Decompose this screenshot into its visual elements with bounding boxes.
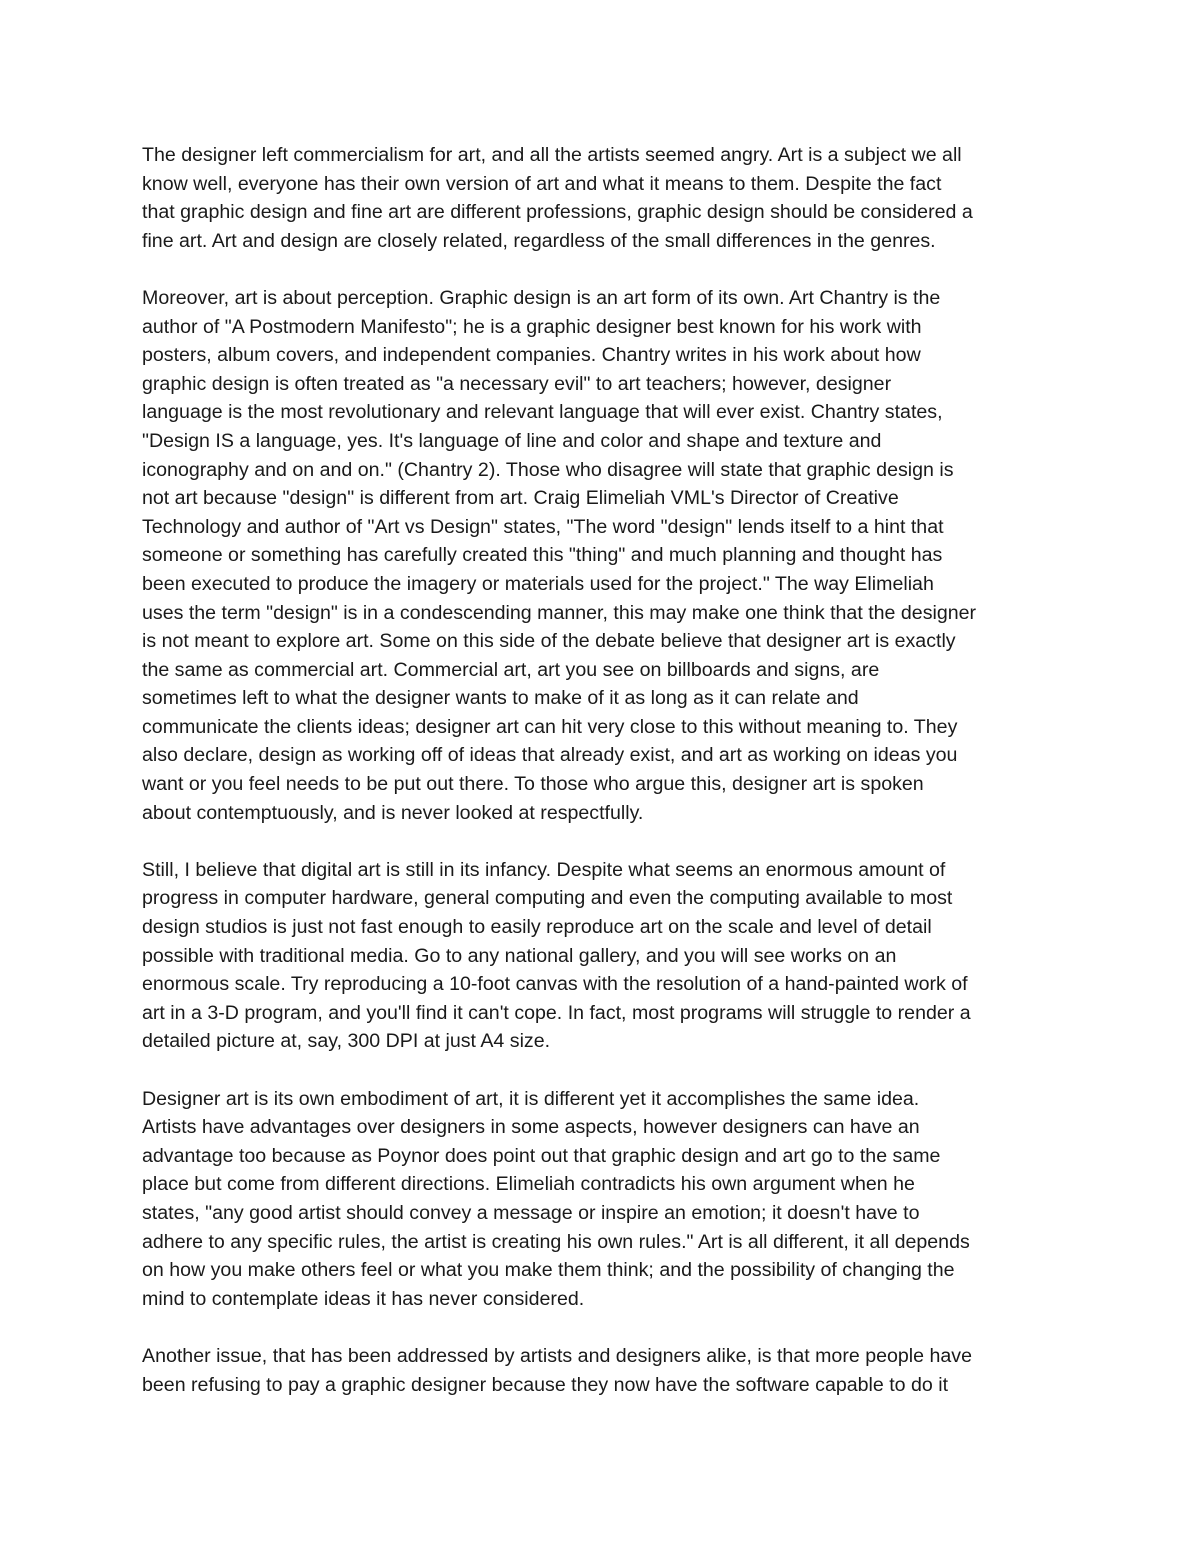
text-line: author of "A Postmodern Manifesto"; he is a graphic designer best known for his work with bbox=[142, 315, 922, 338]
paragraph-intro bbox=[142, 141, 1072, 255]
text-line: Technology and author of "Art vs Design" states, "The word "design" lends itself to a hint that bbox=[142, 515, 944, 538]
text-line: about contemptuously, and is never looked at respectfully. bbox=[142, 801, 644, 824]
text-line: been refusing to pay a graphic designer because they now have the software capable to do it bbox=[142, 1373, 949, 1396]
text-line: design studios is just not fast enough to easily reproduce art on the scale and level of detail bbox=[142, 916, 932, 939]
text-line: know well, everyone has their own version of art and what it means to them. Despite the fact bbox=[142, 172, 942, 195]
document-body bbox=[142, 141, 1072, 1428]
text-line: not art because "design" is different from art. Craig Elimeliah VML's Director of Creative bbox=[142, 487, 899, 510]
text-line: is not meant to explore art. Some on this side of the debate believe that designer art is exactly bbox=[142, 630, 956, 653]
text-line: detailed picture at, say, 300 DPI at just A4 size. bbox=[142, 1030, 551, 1053]
text-line: "Design IS a language, yes. It's language of line and color and shape and texture and bbox=[142, 429, 882, 452]
text-line: uses the term "design" is in a condescending manner, this may make one think that the designer bbox=[142, 601, 977, 624]
text-line: Still, I believe that digital art is still in its infancy. Despite what seems an enormous amount of bbox=[142, 858, 946, 881]
text-line: enormous scale. Try reproducing a 10-foot canvas with the resolution of a hand-painted work of bbox=[142, 973, 968, 996]
paragraph-designer-art bbox=[142, 1085, 1072, 1314]
text-line: language is the most revolutionary and relevant language that will ever exist. Chantry states, bbox=[142, 401, 943, 424]
text-line: Designer art is its own embodiment of art, it is different yet it accomplishes the same idea. bbox=[142, 1087, 920, 1110]
text-line: The designer left commercialism for art, and all the artists seemed angry. Art is a subject we all bbox=[142, 144, 962, 166]
text-line: art in a 3-D program, and you'll find it can't cope. In fact, most programs will struggle to render a bbox=[142, 1001, 971, 1024]
text-line: mind to contemplate ideas it has never considered. bbox=[142, 1287, 585, 1310]
text-line: Moreover, art is about perception. Graphic design is an art form of its own. Art Chantry is the bbox=[142, 286, 941, 309]
text-line: Another issue, that has been addressed by artists and designers alike, is that more people have bbox=[142, 1344, 972, 1367]
text-line: advantage too because as Poynor does point out that graphic design and art go to the same bbox=[142, 1144, 941, 1167]
text-line: the same as commercial art. Commercial art, art you see on billboards and signs, are bbox=[142, 658, 880, 681]
text-line: graphic design is often treated as "a necessary evil" to art teachers; however, designer bbox=[142, 372, 892, 395]
text-line: someone or something has carefully created this "thing" and much planning and thought has bbox=[142, 544, 943, 567]
text-line: possible with traditional media. Go to any national gallery, and you will see works on an bbox=[142, 944, 897, 967]
text-line: posters, album covers, and independent companies. Chantry writes in his work about how bbox=[142, 344, 921, 367]
text-line: that graphic design and fine art are different professions, graphic design should be considered a bbox=[142, 201, 973, 224]
text-line: place but come from different directions. Elimeliah contradicts his own argument when he bbox=[142, 1173, 915, 1196]
text-line: also declare, design as working off of ideas that already exist, and art as working on ideas you bbox=[142, 744, 958, 767]
text-line: Artists have advantages over designers in some aspects, however designers can have an bbox=[142, 1116, 920, 1139]
text-line: fine art. Art and design are closely related, regardless of the small differences in the genres. bbox=[142, 229, 936, 252]
text-line: adhere to any specific rules, the artist is creating his own rules." Art is all different, it all depends bbox=[142, 1230, 970, 1253]
text-line: progress in computer hardware, general computing and even the computing available to most bbox=[142, 887, 953, 910]
text-line: iconography and on and on." (Chantry 2). Those who disagree will state that graphic design is bbox=[142, 458, 954, 481]
text-line: states, "any good artist should convey a message or inspire an emotion; it doesn't have to bbox=[142, 1201, 920, 1224]
text-line: sometimes left to what the designer wants to make of it as long as it can relate and bbox=[142, 687, 859, 710]
text-line: on how you make others feel or what you make them think; and the possibility of changing the bbox=[142, 1259, 955, 1282]
paragraph-digital-art bbox=[142, 856, 1072, 1056]
paragraph-another-issue bbox=[142, 1342, 1072, 1399]
text-line: communicate the clients ideas; designer art can hit very close to this without meaning to. They bbox=[142, 715, 958, 738]
text-line: want or you feel needs to be put out there. To those who argue this, designer art is spoken bbox=[142, 773, 924, 796]
paragraph-perception bbox=[142, 284, 1072, 827]
text-line: been executed to produce the imagery or materials used for the project." The way Elimeliah bbox=[142, 572, 934, 595]
